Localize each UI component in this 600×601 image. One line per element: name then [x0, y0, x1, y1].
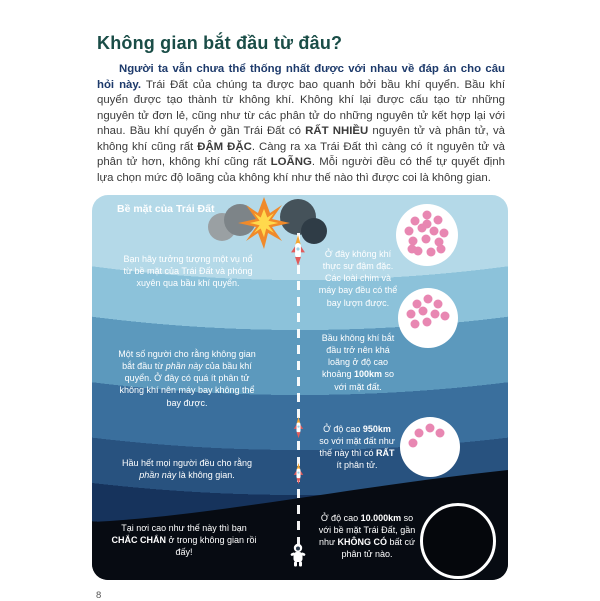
astronaut-icon: [289, 543, 307, 567]
molecule-dot: [436, 428, 445, 437]
intro-body-text: Trái Đất của chúng ta được bao quanh bởi bầu khí quyển. Bầu khí quyển được tạo thành từ không khí. Không khí lại được cấu tạo từ những nguyên tử đơn lẻ, cũng như từ các phân tử do những nguyên tử kết hợp lại với nhau. Bầu khí quyển ở gần Trái Đất có RẤT NHIỀU nguyên tử và phân tử, và không khí cũng rất ĐẬM ĐẶC. Càng ra xa Trái Đất thì càng có ít nguyên tử và phân tử hơn, không khí cũng rất LOÃNG. Mỗi người đều có thể tự quyết định lựa chọn mức độ loãng của không khí như thế nào thì được coi là không gian.: [97, 78, 505, 184]
molecule-dot: [431, 309, 440, 318]
molecule-dot: [410, 320, 419, 329]
molecule-dot: [406, 310, 415, 319]
callout-most-people-space: Hầu hết mọi người đều cho rằng phần này là không gian.: [122, 458, 253, 481]
callout-dense-air: Ở đây không khí thực sự đậm đặc. Các loài chim và máy bay đều có thể bay lượn được.: [318, 249, 398, 308]
molecule-dot: [419, 306, 428, 315]
molecule-dot: [426, 423, 435, 432]
callout-some-people-space-starts: Một số người cho rằng không gian bắt đầu từ phần này của bầu khí quyển. Ở đây có quá ít phân tử không khí nên máy bay không thể bay được.: [118, 349, 256, 408]
intro-lead-sentence: Người ta vẫn chưa thể thống nhất được với nhau về đáp án cho câu hỏi này.: [97, 63, 505, 91]
molecule-dot: [424, 294, 433, 303]
explosion-icon: [202, 195, 332, 251]
molecule-dot: [440, 312, 449, 321]
rocket-icon: [290, 235, 306, 267]
molecule-dot: [423, 211, 432, 220]
molecule-dot: [423, 220, 432, 229]
intro-paragraph: [97, 62, 505, 186]
page-number: 8: [96, 590, 102, 601]
molecule-dot: [426, 247, 435, 256]
molecule-dot: [408, 439, 417, 448]
molecule-dot: [414, 429, 423, 438]
surface-label: Bề mặt của Trái Đất: [117, 203, 215, 215]
callout-imagine-launch: Bạn hãy tưởng tượng một vụ nổ từ bề mặt của Trái Đất và phóng xuyên qua bầu khí quyển.: [123, 254, 253, 289]
callout-100km: Bầu không khí bắt đầu trở nên khá loãng ở độ cao khoảng 100km so với mặt đất.: [321, 333, 395, 392]
molecule-density-circle-sparse: [400, 417, 460, 477]
molecule-density-circle-empty: [420, 503, 496, 579]
rocket-icon: [293, 417, 304, 439]
page-title: Không gian bắt đầu từ đâu?: [97, 33, 343, 53]
molecule-dot: [407, 244, 416, 253]
molecule-dot: [433, 216, 442, 225]
callout-definitely-space: Tại nơi cao như thế này thì bạn CHẮC CHẮN ở trong không gian rồi đấy!: [111, 523, 257, 558]
molecule-dot: [434, 299, 443, 308]
molecule-dot: [430, 226, 439, 235]
callout-950km: Ở độ cao 950km so với mặt đất như thế này thì có RẤT ít phân tử.: [319, 424, 395, 471]
molecule-dot: [422, 235, 431, 244]
rocket-icon: [293, 463, 304, 485]
molecule-dot: [437, 244, 446, 253]
callout-10000km: Ở độ cao 10.000km so với bề mặt Trái Đất, gần như KHÔNG CÓ bất cứ phân tử nào.: [318, 513, 416, 560]
molecule-density-circle-dense: [396, 204, 458, 266]
molecule-dot: [405, 227, 414, 236]
molecule-dot: [440, 229, 449, 238]
rocket-trajectory: [297, 233, 300, 551]
atmosphere-diagram: [92, 195, 508, 580]
molecule-density-circle-thinner: [398, 288, 458, 348]
molecule-dot: [423, 318, 432, 327]
